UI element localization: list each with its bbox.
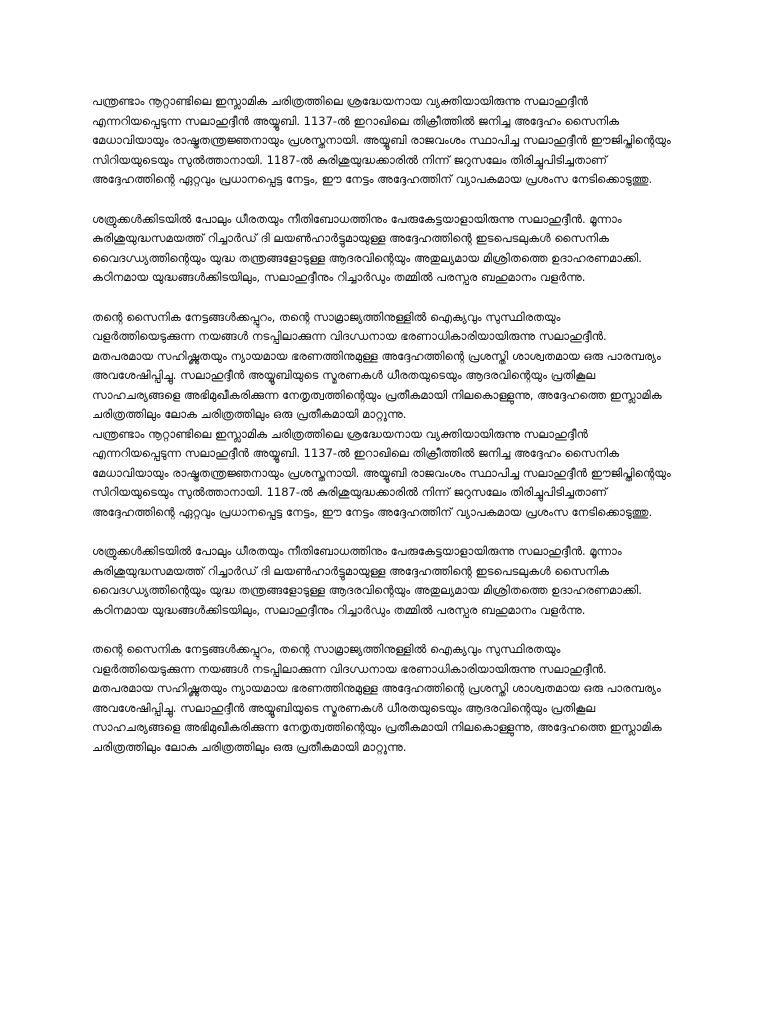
paragraph-4: പന്ത്രണ്ടാം നൂറ്റാണ്ടിലെ ഇസ്ലാമിക ചരിത്രത്തിലെ ശ്രദ്ധേയനായ വ്യക്തിയായിരുന്നു സലാഹുദ്ദീൻ എന്നറിയപ്പെടുന്ന സലാഹുദ്ദീൻ അയ്യൂബി. 1137-ൽ ഇറാഖിലെ തിക്രീത്തിൽ ജനിച്ച അദ്ദേഹം സൈനിക മേധാവിയായും രാഷ്ട്രതന്ത്രജ്ഞനായും പ്രശസ്തനായി. അയ്യൂബി രാജവംശം സ്ഥാപിച്ച സലാഹുദ്ദീൻ ഈജിപ്തിന്റെയും സിറിയയുടെയും സുൽത്താനായി. 1187-ൽ കുരിശുയുദ്ധക്കാരിൽ നിന്ന് ജറുസലേം തിരിച്ചുപിടിച്ചതാണ് അദ്ദേഹത്തിന്റെ ഏറ്റവും പ്രധാനപ്പെട്ട നേട്ടം, ഈ നേട്ടം അദ്ദേഹത്തിന് വ്യാപകമായ പ്രശംസ നേടിക്കൊടുത്തു. [92,426,671,519]
document-body [92,92,672,757]
paragraph-2: ശത്രുക്കൾക്കിടയിൽ പോലും ധീരതയും നീതിബോധത്തിനും പേരുകേട്ടയാളായിരുന്നു സലാഹുദ്ദീൻ. മൂന്നാം കുരിശുയുദ്ധസമയത്ത് റിച്ചാർഡ് ദി ലയൺഹാർട്ടുമായുള്ള അദ്ദേഹത്തിന്റെ ഇടപെടലുകൾ സൈനിക വൈദഗ്ധ്യത്തിന്റെയും യുദ്ധ തന്ത്രങ്ങളോടുള്ള ആദരവിന്റെയും അതുല്യമായ മിശ്രിതത്തെ ഉദാഹരണമാക്കി. കഠിനമായ യുദ്ധങ്ങൾക്കിടയിലും, സലാഹുദ്ദീനും റിച്ചാർഡും തമ്മിൽ പരസ്പര ബഹുമാനം വളർന്നു. [92,211,642,284]
paragraph-1: പന്ത്രണ്ടാം നൂറ്റാണ്ടിലെ ഇസ്ലാമിക ചരിത്രത്തിലെ ശ്രദ്ധേയനായ വ്യക്തിയായിരുന്നു സലാഹുദ്ദീൻ എന്നറിയപ്പെടുന്ന സലാഹുദ്ദീൻ അയ്യൂബി. 1137-ൽ ഇറാഖിലെ തിക്രീത്തിൽ ജനിച്ച അദ്ദേഹം സൈനിക മേധാവിയായും രാഷ്ട്രതന്ത്രജ്ഞനായും പ്രശസ്തനായി. അയ്യൂബി രാജവംശം സ്ഥാപിച്ച സലാഹുദ്ദീൻ ഈജിപ്തിന്റെയും സിറിയയുടെയും സുൽത്താനായി. 1187-ൽ കുരിശുയുദ്ധക്കാരിൽ നിന്ന് ജറുസലേം തിരിച്ചുപിടിച്ചതാണ് അദ്ദേഹത്തിന്റെ ഏറ്റവും പ്രധാനപ്പെട്ട നേട്ടം, ഈ നേട്ടം അദ്ദേഹത്തിന് വ്യാപകമായ പ്രശംസ നേടിക്കൊടുത്തു. [92,94,671,186]
paragraph-5: ശത്രുക്കൾക്കിടയിൽ പോലും ധീരതയും നീതിബോധത്തിനും പേരുകേട്ടയാളായിരുന്നു സലാഹുദ്ദീൻ. മൂന്നാം കുരിശുയുദ്ധസമയത്ത് റിച്ചാർഡ് ദി ലയൺഹാർട്ടുമായുള്ള അദ്ദേഹത്തിന്റെ ഇടപെടലുകൾ സൈനിക വൈദഗ്ധ്യത്തിന്റെയും യുദ്ധ തന്ത്രങ്ങളോടുള്ള ആദരവിന്റെയും അതുല്യമായ മിശ്രിതത്തെ ഉദാഹരണമാക്കി. കഠിനമായ യുദ്ധങ്ങൾക്കിടയിലും, സലാഹുദ്ദീനും റിച്ചാർഡും തമ്മിൽ പരസ്പര ബഹുമാനം വളർന്നു. [92,544,642,617]
paragraph-6: തന്റെ സൈനിക നേട്ടങ്ങൾക്കപ്പുറം, തന്റെ സാമ്രാജ്യത്തിനുള്ളിൽ ഐക്യവും സുസ്ഥിരതയും വളർത്തിയെടുക്കുന്ന നയങ്ങൾ നടപ്പിലാക്കുന്ന വിദഗ്ധനായ ഭരണാധികാരിയായിരുന്നു സലാഹുദ്ദീൻ. മതപരമായ സഹിഷ്ണുതയും ന്യായമായ ഭരണത്തിനുമുള്ള അദ്ദേഹത്തിന്റെ പ്രശസ്തി ശാശ്വതമായ ഒരു പാരമ്പര്യം അവശേഷിപ്പിച്ചു. സലാഹുദ്ദീൻ അയ്യൂബിയുടെ സ്മരണകൾ ധീരതയുടെയും ആദരവിന്റെയും പ്രതികൂല സാഹചര്യങ്ങളെ അഭിമുഖീകരിക്കുന്ന നേതൃത്വത്തിന്റെയും പ്രതീകമായി നിലകൊള്ളുന്നു, അദ്ദേഹത്തെ ഇസ്ലാമിക ചരിത്രത്തിലും ലോക ചരിത്രത്തിലും ഒരു പ്രതീകമായി മാറ്റുന്നു. [92,642,662,754]
paragraph-3: തന്റെ സൈനിക നേട്ടങ്ങൾക്കപ്പുറം, തന്റെ സാമ്രാജ്യത്തിനുള്ളിൽ ഐക്യവും സുസ്ഥിരതയും വളർത്തിയെടുക്കുന്ന നയങ്ങൾ നടപ്പിലാക്കുന്ന വിദഗ്ധനായ ഭരണാധികാരിയായിരുന്നു സലാഹുദ്ദീൻ. മതപരമായ സഹിഷ്ണുതയും ന്യായമായ ഭരണത്തിനുമുള്ള അദ്ദേഹത്തിന്റെ പ്രശസ്തി ശാശ്വതമായ ഒരു പാരമ്പര്യം അവശേഷിപ്പിച്ചു. സലാഹുദ്ദീൻ അയ്യൂബിയുടെ സ്മരണകൾ ധീരതയുടെയും ആദരവിന്റെയും പ്രതികൂല സാഹചര്യങ്ങളെ അഭിമുഖീകരിക്കുന്ന നേതൃത്വത്തിന്റെയും പ്രതീകമായി നിലകൊള്ളുന്നു, അദ്ദേഹത്തെ ഇസ്ലാമിക ചരിത്രത്തിലും ലോക ചരിത്രത്തിലും ഒരു പ്രതീകമായി മാറ്റുന്നു. [92,309,662,421]
